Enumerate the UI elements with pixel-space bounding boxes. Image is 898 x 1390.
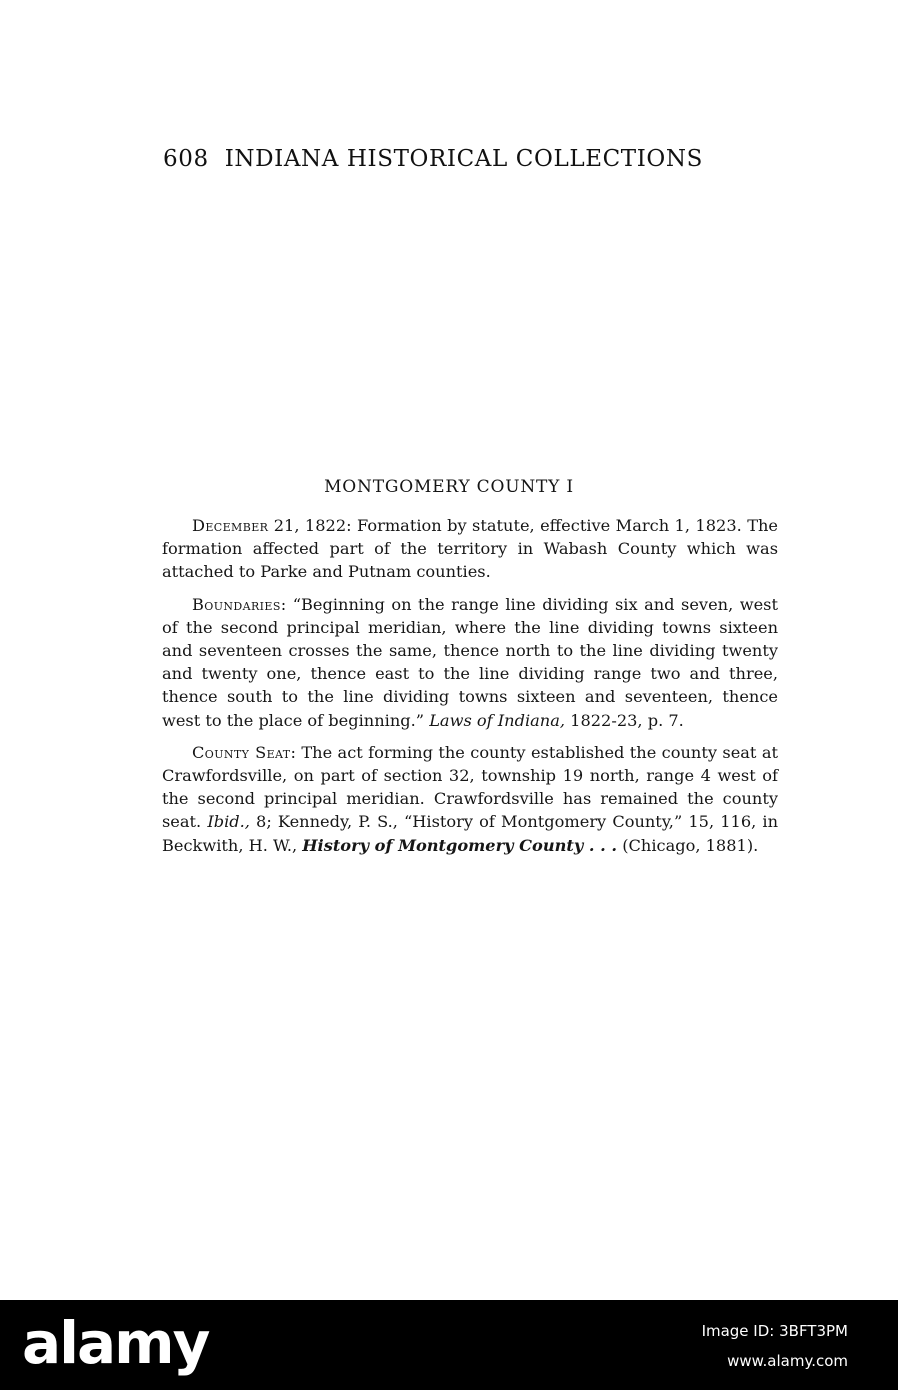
boundaries-text: : “Beginning on the range line dividing six and seven, west of the second principal meridian, where the line dividing towns sixteen and seventeen crosses the same, thence north to the line dividing twenty and twenty one, thence east to the line dividing range two and three, thence south to the line dividing towns sixteen and seventeen, thence west to the place of beginning.”: [162, 594, 778, 730]
paragraph-formation: [162, 514, 778, 584]
formation-text: 21, 1822: Formation by statute, effective March 1, 1823. The formation affected part of the territory in Wabash County which was attached to Parke and Putnam counties.: [162, 516, 778, 582]
paragraph-county-seat: [162, 741, 778, 857]
image-id: Image ID: 3BFT3PM: [701, 1322, 848, 1340]
county-seat-text: : The act forming the county established the county seat at Crawfordsville, on part of section 32, township 19 north, range 4 west of the second principal meridian. Crawfordsville has remained the county seat.: [162, 742, 778, 832]
citation-tail: 1822-23, p. 7.: [565, 710, 684, 730]
page-number: 608: [163, 146, 209, 172]
running-title: INDIANA HISTORICAL COLLECTIONS: [224, 146, 703, 172]
running-head: [163, 146, 703, 172]
body-text: [162, 514, 778, 866]
lead-county-seat: County Seat: [192, 742, 291, 762]
county-seat-tail: (Chicago, 1881).: [617, 835, 759, 855]
citation-ibid: Ibid.,: [207, 812, 250, 832]
site-url: www.alamy.com: [727, 1352, 848, 1370]
lead-boundaries: Boundaries: [192, 594, 281, 614]
paragraph-boundaries: [162, 593, 778, 732]
watermark-footer: [0, 1300, 898, 1390]
citation-book: History of Montgomery County . . .: [302, 835, 618, 855]
section-title: MONTGOMERY COUNTY I: [324, 477, 574, 497]
citation-laws: Laws of Indiana,: [429, 710, 566, 730]
county-seat-text-2: 8; Kennedy, P. S., “History of Montgomery County,” 15, 116, in Beckwith, H. W.,: [162, 812, 778, 855]
lead-december: December: [192, 516, 269, 535]
alamy-logo: alamy: [22, 1309, 209, 1377]
